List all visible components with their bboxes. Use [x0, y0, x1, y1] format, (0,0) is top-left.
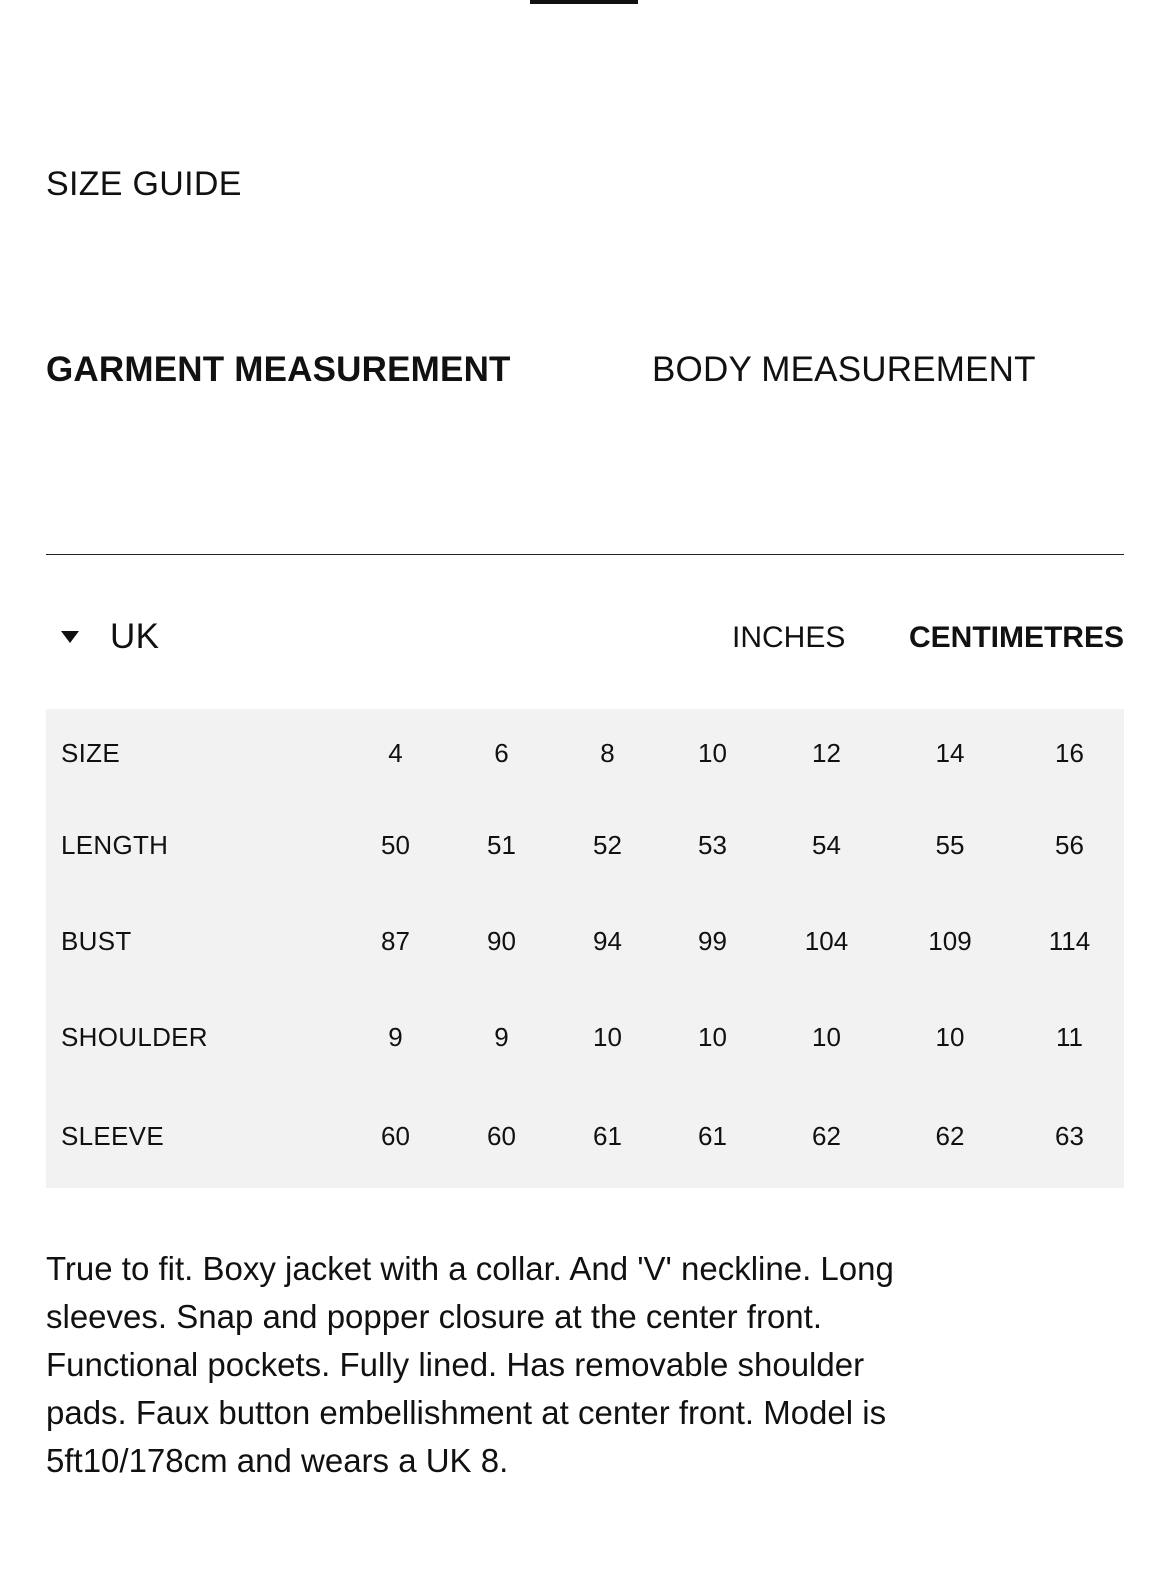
table-cell: 12: [812, 737, 841, 768]
table-cell: 10: [698, 1021, 727, 1052]
tab-body-measurement[interactable]: BODY MEASUREMENT: [652, 350, 1036, 389]
table-cell: 62: [935, 1121, 965, 1151]
table-cell: 54: [812, 829, 841, 860]
table-cell: 4: [388, 737, 403, 768]
size-table-container: [46, 709, 1124, 1188]
table-row: [46, 989, 1124, 1085]
tab-garment-measurement[interactable]: GARMENT MEASUREMENT: [46, 350, 511, 389]
measurement-tabs: [46, 350, 1124, 396]
unit-centimetres-toggle[interactable]: CENTIMETRES: [908, 621, 1124, 654]
table-row: [46, 709, 1124, 797]
table-cell: 109: [928, 925, 972, 956]
table-cell: 114: [1048, 925, 1091, 956]
table-cell: 104: [804, 925, 849, 956]
table-cell: 10: [812, 1021, 841, 1052]
region-label: UK: [110, 617, 160, 656]
product-fit-description: True to fit. Boxy jacket with a collar. And 'V' neckline. Long sleeves. Snap and popper closure at the center front. Functional pockets. Fully lined. Has removable shoulder pads. Faux button embellishment at center front. Model is 5ft10/178cm and wears a UK 8.: [46, 1250, 894, 1479]
caret-down-icon: [61, 631, 79, 643]
table-cell: 51: [487, 829, 516, 860]
table-cell: 53: [698, 829, 727, 860]
table-cell: 9: [494, 1021, 509, 1052]
region-unit-row: [46, 612, 1124, 662]
table-cell: 94: [593, 925, 622, 956]
table-cell: 50: [381, 829, 410, 860]
table-cell: 63: [1055, 1121, 1084, 1151]
table-cell: 60: [381, 1121, 410, 1151]
section-divider: [46, 554, 1124, 555]
size-table-body: [46, 709, 1124, 1188]
row-label: LENGTH: [61, 829, 169, 860]
page-title: SIZE GUIDE: [46, 165, 242, 203]
table-cell: 87: [381, 925, 410, 956]
table-cell: 60: [487, 1121, 516, 1151]
table-cell: 11: [1056, 1021, 1083, 1052]
region-dropdown[interactable]: [46, 612, 159, 662]
size-table: [46, 709, 1124, 1188]
table-cell: 14: [935, 737, 965, 768]
table-cell: 10: [935, 1021, 965, 1052]
table-cell: 8: [600, 737, 615, 768]
row-label: SIZE: [61, 737, 120, 768]
row-label: BUST: [61, 925, 132, 956]
unit-inches-toggle[interactable]: INCHES: [732, 621, 846, 654]
table-cell: 99: [698, 925, 727, 956]
table-cell: 62: [812, 1121, 841, 1151]
table-cell: 16: [1055, 737, 1084, 768]
table-cell: 61: [698, 1121, 727, 1151]
table-cell: 52: [593, 829, 622, 860]
table-cell: 10: [698, 737, 727, 768]
table-cell: 55: [935, 829, 965, 860]
table-row: [46, 893, 1124, 989]
scroll-handle-indicator: [530, 0, 638, 4]
row-label: SLEEVE: [61, 1121, 164, 1151]
table-cell: 10: [593, 1021, 622, 1052]
table-cell: 9: [388, 1021, 403, 1052]
table-cell: 56: [1055, 829, 1084, 860]
row-label: SHOULDER: [61, 1021, 208, 1052]
table-cell: 90: [487, 925, 516, 956]
table-cell: 61: [593, 1121, 622, 1151]
table-cell: 6: [494, 737, 509, 768]
table-row: [46, 1085, 1124, 1188]
table-row: [46, 797, 1124, 893]
